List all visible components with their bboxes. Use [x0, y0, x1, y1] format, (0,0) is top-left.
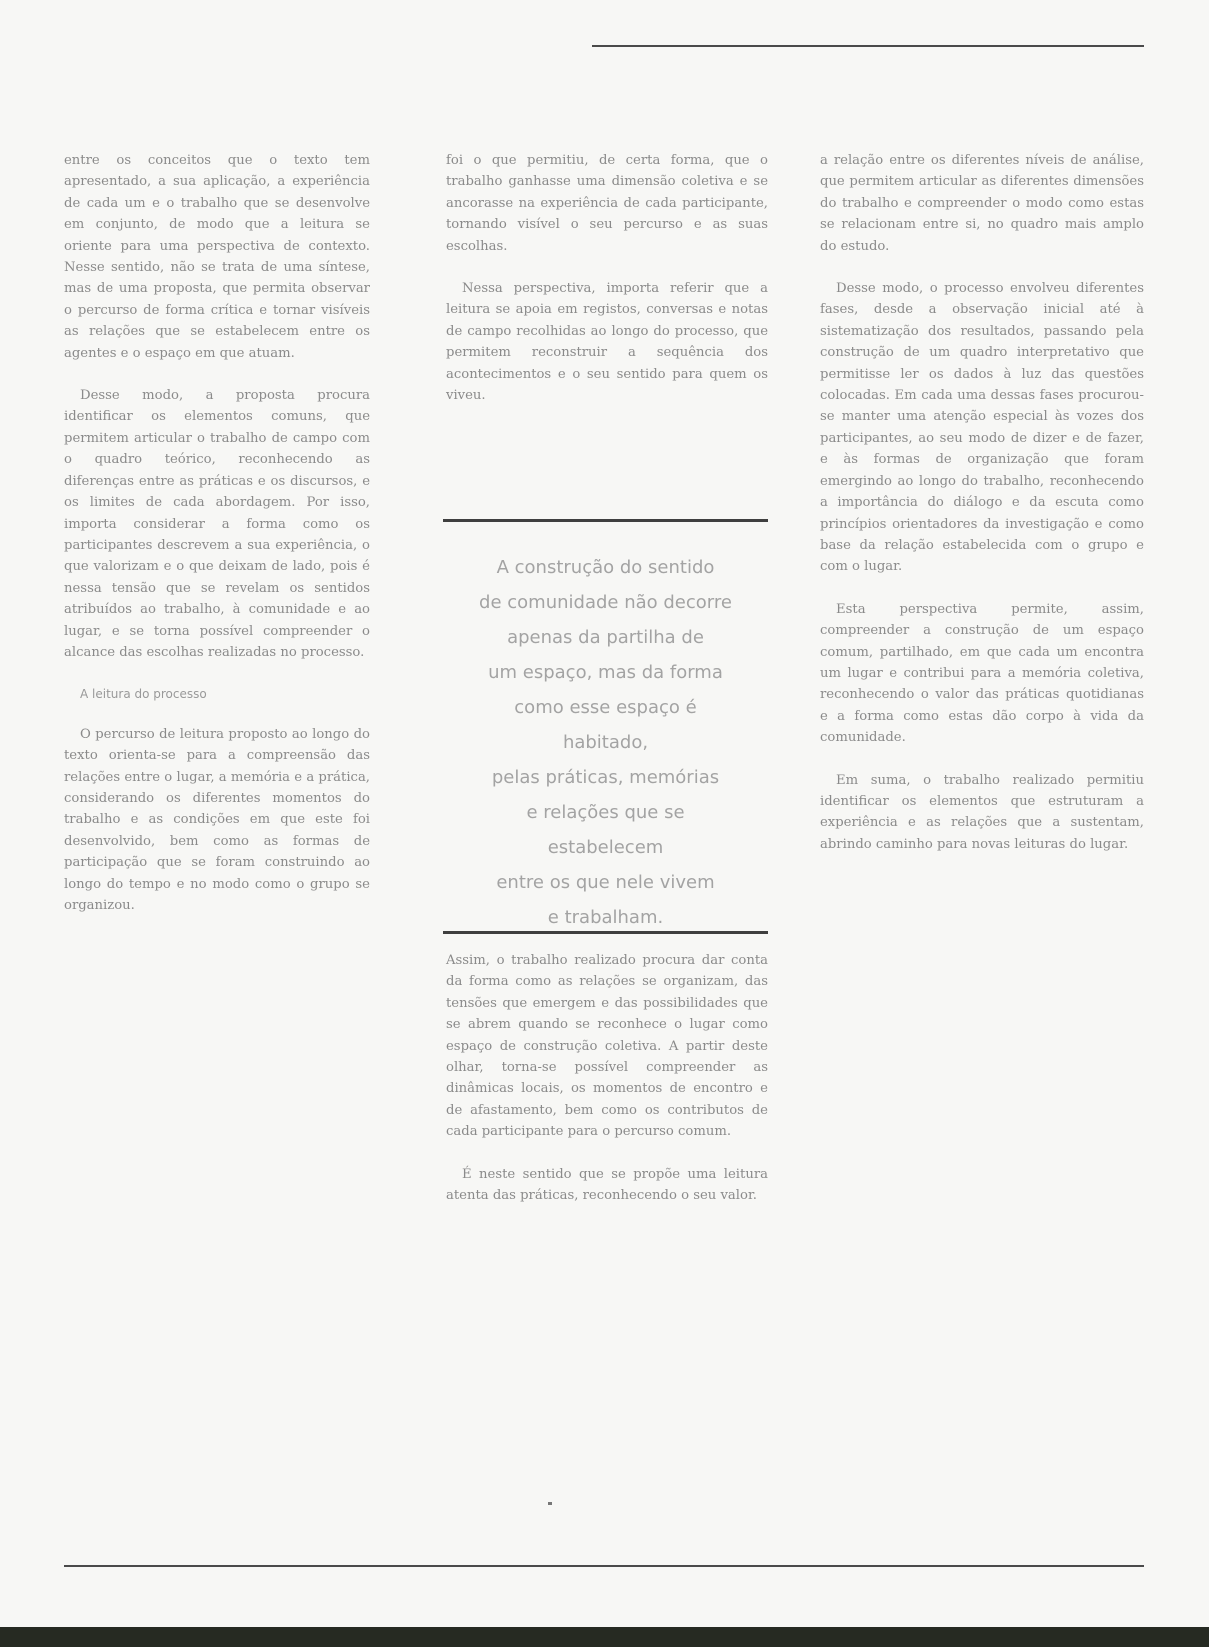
- paragraph: Esta perspectiva permite, assim, compreender a construção de um espaço comum, partilhado, em que cada um encontra um lugar e contribui para a memória coletiva, reconhecendo o valor das práticas quotidianas e a forma como estas dão corpo à vida da comunidade.: [820, 601, 1144, 746]
- paragraph: Em suma, o trabalho realizado permitiu identificar os elementos que estruturam a experiência e as relações que a sustentam, abrindo caminho para novas leituras do lugar.: [820, 772, 1144, 852]
- paragraph: foi o que permitiu, de certa forma, que o trabalho ganhasse uma dimensão coletiva e se ancorasse na experiência de cada participante, tornando visível o seu percurso e as suas escolhas.: [446, 153, 768, 254]
- section-subhead: A leitura do processo: [80, 687, 207, 702]
- paragraph: É neste sentido que se propõe uma leitura atenta das práticas, reconhecendo o seu valor.: [446, 1166, 768, 1204]
- column-1: [64, 150, 370, 937]
- paragraph: O percurso de leitura proposto ao longo do texto orienta-se para a compreensão das relações entre o lugar, a memória e a prática, considerando os diferentes momentos do trabalho e as condições em que este foi desenvolvido, bem como as formas de participação que se foram construindo ao longo do tempo e no modo como o grupo se organizou.: [64, 726, 370, 913]
- pull-quote-line: e relações que se: [526, 802, 685, 823]
- column-2-bottom: [446, 950, 768, 1227]
- pull-quote-line: habitado,: [562, 732, 649, 753]
- top-rule: [592, 45, 1144, 47]
- column-2-top: [446, 150, 768, 427]
- column-3: [820, 150, 1144, 876]
- pull-quote-line: apenas da partilha de: [507, 627, 704, 648]
- pull-quote-rule-bottom: [443, 931, 768, 934]
- pull-quote: [443, 550, 768, 935]
- pull-quote-line: de comunidade não decorre: [479, 592, 732, 613]
- pull-quote-rule-top: [443, 519, 768, 522]
- scan-edge-band: [0, 1627, 1209, 1647]
- pull-quote-line: um espaço, mas da forma: [488, 662, 723, 683]
- paragraph: Assim, o trabalho realizado procura dar conta da forma como as relações se organizam, das tensões que emergem e das possibilidades que se abrem quando se reconhece o lugar como espaço de construção coletiva. A partir deste olhar, torna-se possível compreender as dinâmicas locais, os momentos de encontro e de afastamento, bem como os contributos de cada participante para o percurso comum.: [446, 953, 768, 1140]
- paragraph: entre os conceitos que o texto tem apresentado, a sua aplicação, a experiência de cada um e o trabalho que se desenvolve em conjunto, de modo que a leitura se oriente para uma perspectiva de contexto. Nesse sentido, não se trata de uma síntese, mas de uma proposta, que permita observar o percurso de forma crítica e tornar visíveis as relações que se estabelecem entre os agentes e o espaço em que atuam.: [64, 153, 370, 361]
- stray-mark: [548, 1502, 552, 1505]
- pull-quote-line: A construção do sentido: [496, 557, 715, 578]
- pull-quote-line: pelas práticas, memórias: [491, 767, 720, 788]
- pull-quote-line: e trabalham.: [547, 907, 664, 928]
- pull-quote-line: como esse espaço é: [514, 697, 697, 718]
- paragraph: Nessa perspectiva, importa referir que a leitura se apoia em registos, conversas e notas de campo recolhidas ao longo do processo, que permitem reconstruir a sequência dos acontecimentos e o seu sentido para quem os viveu.: [446, 281, 768, 404]
- paragraph: Desse modo, o processo envolveu diferentes fases, desde a observação inicial até à sistematização dos resultados, passando pela construção de um quadro interpretativo que permitisse ler os dados à luz das questões colocadas. Em cada uma dessas fases procurou-se manter uma atenção especial às vozes dos participantes, ao seu modo de dizer e de fazer, e às formas de organização que foram emergindo ao longo do trabalho, reconhecendo a importância do diálogo e da escuta como princípios orientadores da investigação e como base da relação estabelecida com o grupo e com o lugar.: [820, 281, 1144, 575]
- pull-quote-line: estabelecem: [547, 837, 664, 858]
- pull-quote-line: entre os que nele vivem: [496, 872, 715, 893]
- bottom-rule: [64, 1565, 1144, 1567]
- paragraph: a relação entre os diferentes níveis de análise, que permitem articular as diferentes dimensões do trabalho e compreender o modo como estas se relacionam entre si, no quadro mais amplo do estudo.: [820, 153, 1144, 254]
- paragraph: Desse modo, a proposta procura identificar os elementos comuns, que permitem articular o trabalho de campo com o quadro teórico, reconhecendo as diferenças entre as práticas e os discursos, e os limites de cada abordagem. Por isso, importa considerar a forma como os participantes descrevem a sua experiência, o que valorizam e o que deixam de lado, pois é nessa tensão que se revelam os sentidos atribuídos ao trabalho, à comunidade e ao lugar, e se torna possível compreender o alcance das escolhas realizadas no processo.: [64, 388, 370, 660]
